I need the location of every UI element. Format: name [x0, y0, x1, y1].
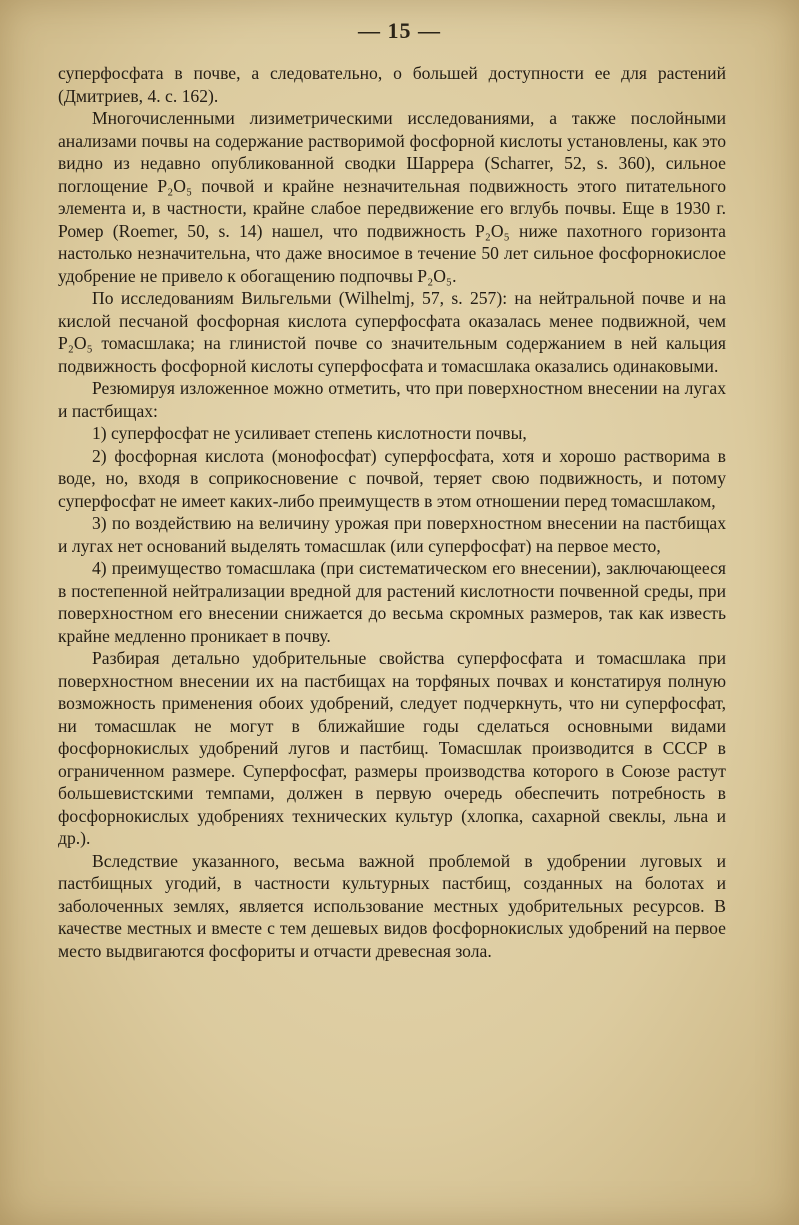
list-item-3: 3) по воздействию на величину урожая при поверхностном внесении на пастбищах и лугах нет оснований выделять томасшлак (или суперфосфат) на первое место,	[58, 513, 726, 556]
paragraph-lysimeter-studies: Многочисленными лизиметрическими исследованиями, а также послойными анализами почвы на содержание растворимой фосфорной кислоты установлены, как это видно из недавно опубликованной сводки Шаррера (Scharrer, 52, s. 360), сильное поглощение P₂O₅ почвой и крайне незначительная подвижность этого питательного элемента и, в частности, крайне слабое передвижение его вглубь почвы. Еще в 1930 г. Ромер (Roemer, 50, s. 14) нашел, что подвижность P₂O₅ ниже пахотного горизонта настолько незначительна, что даже вносимое в течение 50 лет сильное фосфорнокислое удобрение не привело к обогащению подпочвы P₂O₅.	[58, 108, 726, 286]
paragraph-local-resources: Вследствие указанного, весьма важной проблемой в удобрении луговых и пастбищных угодий, в частности культурных пастбищ, созданных на болотах и заболоченных землях, является использование местных удобрительных ресурсов. В качестве местных и вместе с тем дешевых видов фосфорнокислых удобрений на первое место выдвигаются фосфориты и отчасти древесная зола.	[58, 850, 726, 961]
paragraph-fertilizer-analysis: Разбирая детально удобрительные свойства суперфосфата и томасшлака при поверхностном внесении их на пастбищах на торфяных почвах и констатируя полную возможность применения обоих удобрений, следует подчеркнуть, что ни суперфосфат, ни томасшлак не могут в ближайшие годы сделаться основными видами фосфорнокислых удобрений лугов и пастбищ. Томасшлак производится в СССР в ограниченном размере. Суперфосфат, размеры производства которого в Союзе растут большевистскими темпами, должен в первую очередь обеспечить потребность в фосфорнокислых удобрениях технических культур (хлопка, сахарной свеклы, льна и др.).	[58, 648, 726, 848]
body-text	[58, 62, 726, 962]
list-item-2: 2) фосфорная кислота (монофосфат) суперфосфата, хотя и хорошо растворима в воде, но, входя в соприкосновение с почвой, теряет свою подвижность, и потому суперфосфат не имеет каких-либо преимуществ в этом отношении перед томасшлаком,	[58, 445, 726, 511]
paragraph-wilhelmj-studies: По исследованиям Вильгельми (Wilhelmj, 57, s. 257): на нейтральной почве и на кислой песчаной фосфорная кислота суперфосфата оказалась менее подвижной, чем P₂O₅ томасшлака; на глинистой почве со значительным содержанием в ней кальция подвижность фосфорной кислоты суперфосфата и томасшлака оказались одинаковыми.	[58, 288, 726, 376]
list-item-1: 1) суперфосфат не усиливает степень кислотности почвы,	[92, 423, 527, 443]
paragraph-continuation: суперфосфата в почве, а следовательно, о большей доступности ее для растений (Дмитриев, 4. с. 162).	[58, 63, 726, 106]
paragraph-summary-intro: Резюмируя изложенное можно отметить, что при поверхностном внесении на лугах и пастбищах:	[58, 378, 726, 421]
page-number: — 15 —	[358, 18, 441, 43]
list-item-4: 4) преимущество томасшлака (при систематическом его внесении), заключающееся в постепенной нейтрализации вредной для растений кислотности почвенной среды, при поверхностном его внесении снижается до весьма скромных размеров, так как известь крайне медленно проникает в почву.	[58, 558, 726, 646]
